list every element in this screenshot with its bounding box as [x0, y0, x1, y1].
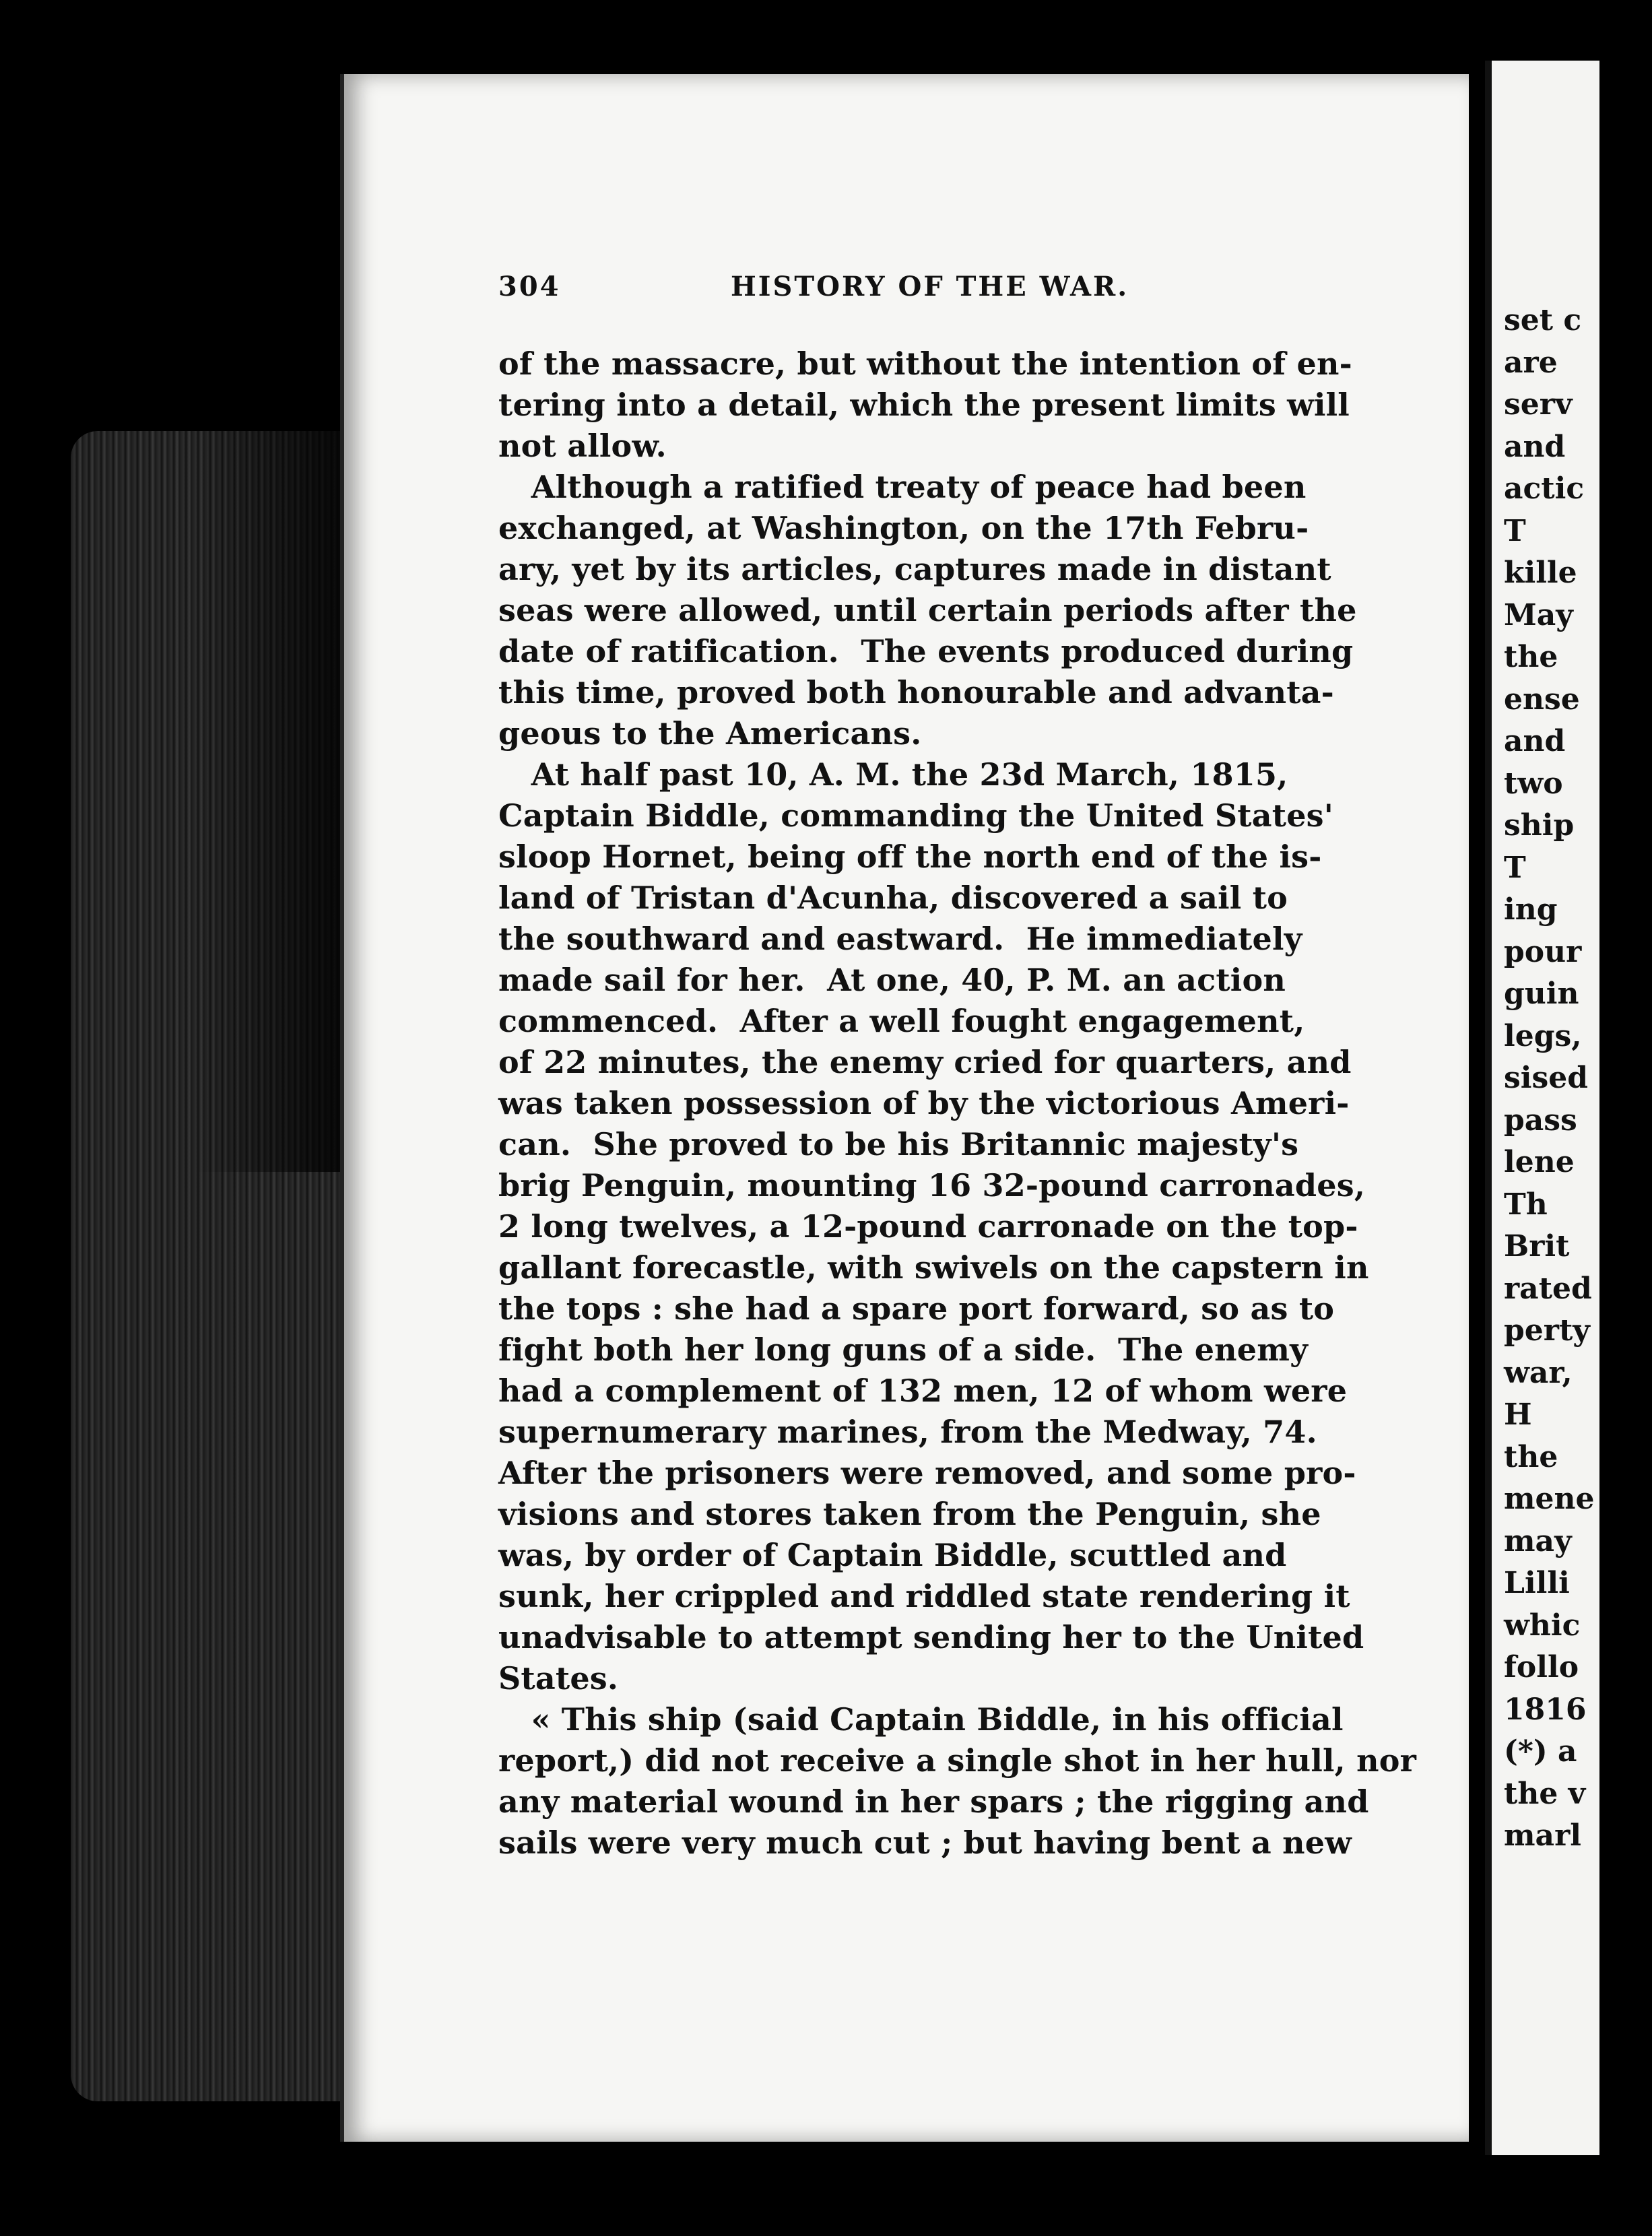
text-line: geous to the Americans.: [498, 715, 922, 752]
right-page-line: follo: [1504, 1650, 1579, 1684]
text-line: ary, yet by its articles, captures made in distant: [498, 551, 1331, 587]
right-page-line: two: [1504, 766, 1563, 801]
text-line: land of Tristan d'Acunha, discovered a sail to: [498, 880, 1288, 916]
text-line: of 22 minutes, the enemy cried for quarters, and: [498, 1044, 1352, 1080]
text-line: After the prisoners were removed, and some pro-: [498, 1455, 1356, 1491]
right-page-line: rated: [1504, 1271, 1592, 1306]
text-line: unadvisable to attempt sending her to the United: [498, 1619, 1364, 1655]
right-page-line: mene: [1504, 1482, 1595, 1516]
text-line: date of ratification. The events produced during: [498, 633, 1354, 669]
right-page-line: 1816: [1504, 1692, 1587, 1727]
text-line: sunk, her crippled and riddled state rendering it: [498, 1578, 1350, 1614]
right-page-line: guin: [1504, 977, 1579, 1011]
right-page-line: legs,: [1504, 1018, 1582, 1053]
right-page-line: the: [1504, 640, 1558, 674]
right-page-line: serv: [1504, 387, 1573, 422]
text-line: was, by order of Captain Biddle, scuttled and: [498, 1537, 1287, 1573]
right-page-line: the v: [1504, 1776, 1586, 1811]
text-line: Captain Biddle, commanding the United States': [498, 797, 1334, 834]
right-page-line: ense: [1504, 682, 1580, 717]
text-line: « This ship (said Captain Biddle, in his official: [498, 1701, 1344, 1738]
right-page-line: T: [1504, 850, 1526, 885]
running-title: HISTORY OF THE WAR.: [731, 271, 1129, 302]
right-page-line: are: [1504, 345, 1558, 380]
right-page-line: Lilli: [1504, 1566, 1570, 1600]
text-line: 2 long twelves, a 12-pound carronade on the top-: [498, 1208, 1358, 1245]
text-line: this time, proved both honourable and advanta-: [498, 674, 1334, 711]
right-page-line: kille: [1504, 556, 1577, 590]
right-page: [1485, 61, 1599, 2155]
text-line: report,) did not receive a single shot in her hull, nor: [498, 1742, 1417, 1779]
text-line: not allow.: [498, 428, 667, 464]
text-line: States.: [498, 1660, 619, 1697]
text-line: sails were very much cut ; but having bent a new: [498, 1824, 1352, 1861]
text-line: made sail for her. At one, 40, P. M. an action: [498, 962, 1286, 998]
right-page-line: pour: [1504, 934, 1582, 969]
right-page-line: and: [1504, 429, 1566, 464]
binding-shadow: [195, 162, 350, 1172]
right-page-line: marl: [1504, 1818, 1581, 1853]
right-page-line: war,: [1504, 1355, 1573, 1390]
text-line: seas were allowed, until certain periods after the: [498, 592, 1357, 628]
text-line: Although a ratified treaty of peace had been: [498, 469, 1307, 505]
body-text: [498, 343, 1421, 1864]
right-page-line: whic: [1504, 1608, 1581, 1643]
right-page-line: Brit: [1504, 1229, 1570, 1263]
right-page-line: ing: [1504, 892, 1558, 927]
text-line: the tops : she had a spare port forward, so as to: [498, 1290, 1335, 1327]
right-page-line: pass: [1504, 1103, 1577, 1138]
right-page-line: may: [1504, 1523, 1572, 1558]
right-page-line: H: [1504, 1398, 1532, 1432]
right-page-line: May: [1504, 597, 1573, 632]
right-page-line: (*) a: [1504, 1734, 1577, 1769]
right-page-line: sised: [1504, 1061, 1589, 1095]
text-line: was taken possession of by the victorious Ameri-: [498, 1085, 1350, 1121]
right-page-line: lene: [1504, 1145, 1575, 1179]
text-line: visions and stores taken from the Penguin, she: [498, 1496, 1321, 1532]
right-page-line: set c: [1504, 303, 1582, 337]
text-line: commenced. After a well fought engagement,: [498, 1003, 1305, 1039]
text-line: sloop Hornet, being off the north end of the is-: [498, 838, 1322, 875]
text-line: exchanged, at Washington, on the 17th Febru-: [498, 510, 1309, 546]
text-line: of the massacre, but without the intention of en-: [498, 346, 1352, 382]
right-page-line: Th: [1504, 1187, 1548, 1222]
text-line: fight both her long guns of a side. The enemy: [498, 1331, 1309, 1368]
right-page-line: perty: [1504, 1313, 1590, 1348]
text-line: brig Penguin, mounting 16 32-pound carronades,: [498, 1167, 1366, 1204]
text-line: tering into a detail, which the present limits will: [498, 387, 1350, 423]
right-page-line: ship: [1504, 808, 1575, 843]
right-page-line: the: [1504, 1439, 1558, 1474]
right-page-text: [1504, 300, 1652, 1857]
text-line: gallant forecastle, with swivels on the capstern in: [498, 1249, 1369, 1286]
text-line: can. She proved to be his Britannic majesty's: [498, 1126, 1299, 1162]
text-line: supernumerary marines, from the Medway, 74.: [498, 1414, 1317, 1450]
right-page-line: and: [1504, 724, 1566, 758]
text-line: any material wound in her spars ; the rigging and: [498, 1783, 1369, 1820]
text-line: had a complement of 132 men, 12 of whom were: [498, 1373, 1348, 1409]
right-page-line: actic: [1504, 471, 1585, 506]
page-number: 304: [498, 271, 561, 302]
text-line: the southward and eastward. He immediately: [498, 921, 1302, 957]
right-page-line: T: [1504, 513, 1526, 548]
text-line: At half past 10, A. M. the 23d March, 1815,: [498, 756, 1288, 793]
